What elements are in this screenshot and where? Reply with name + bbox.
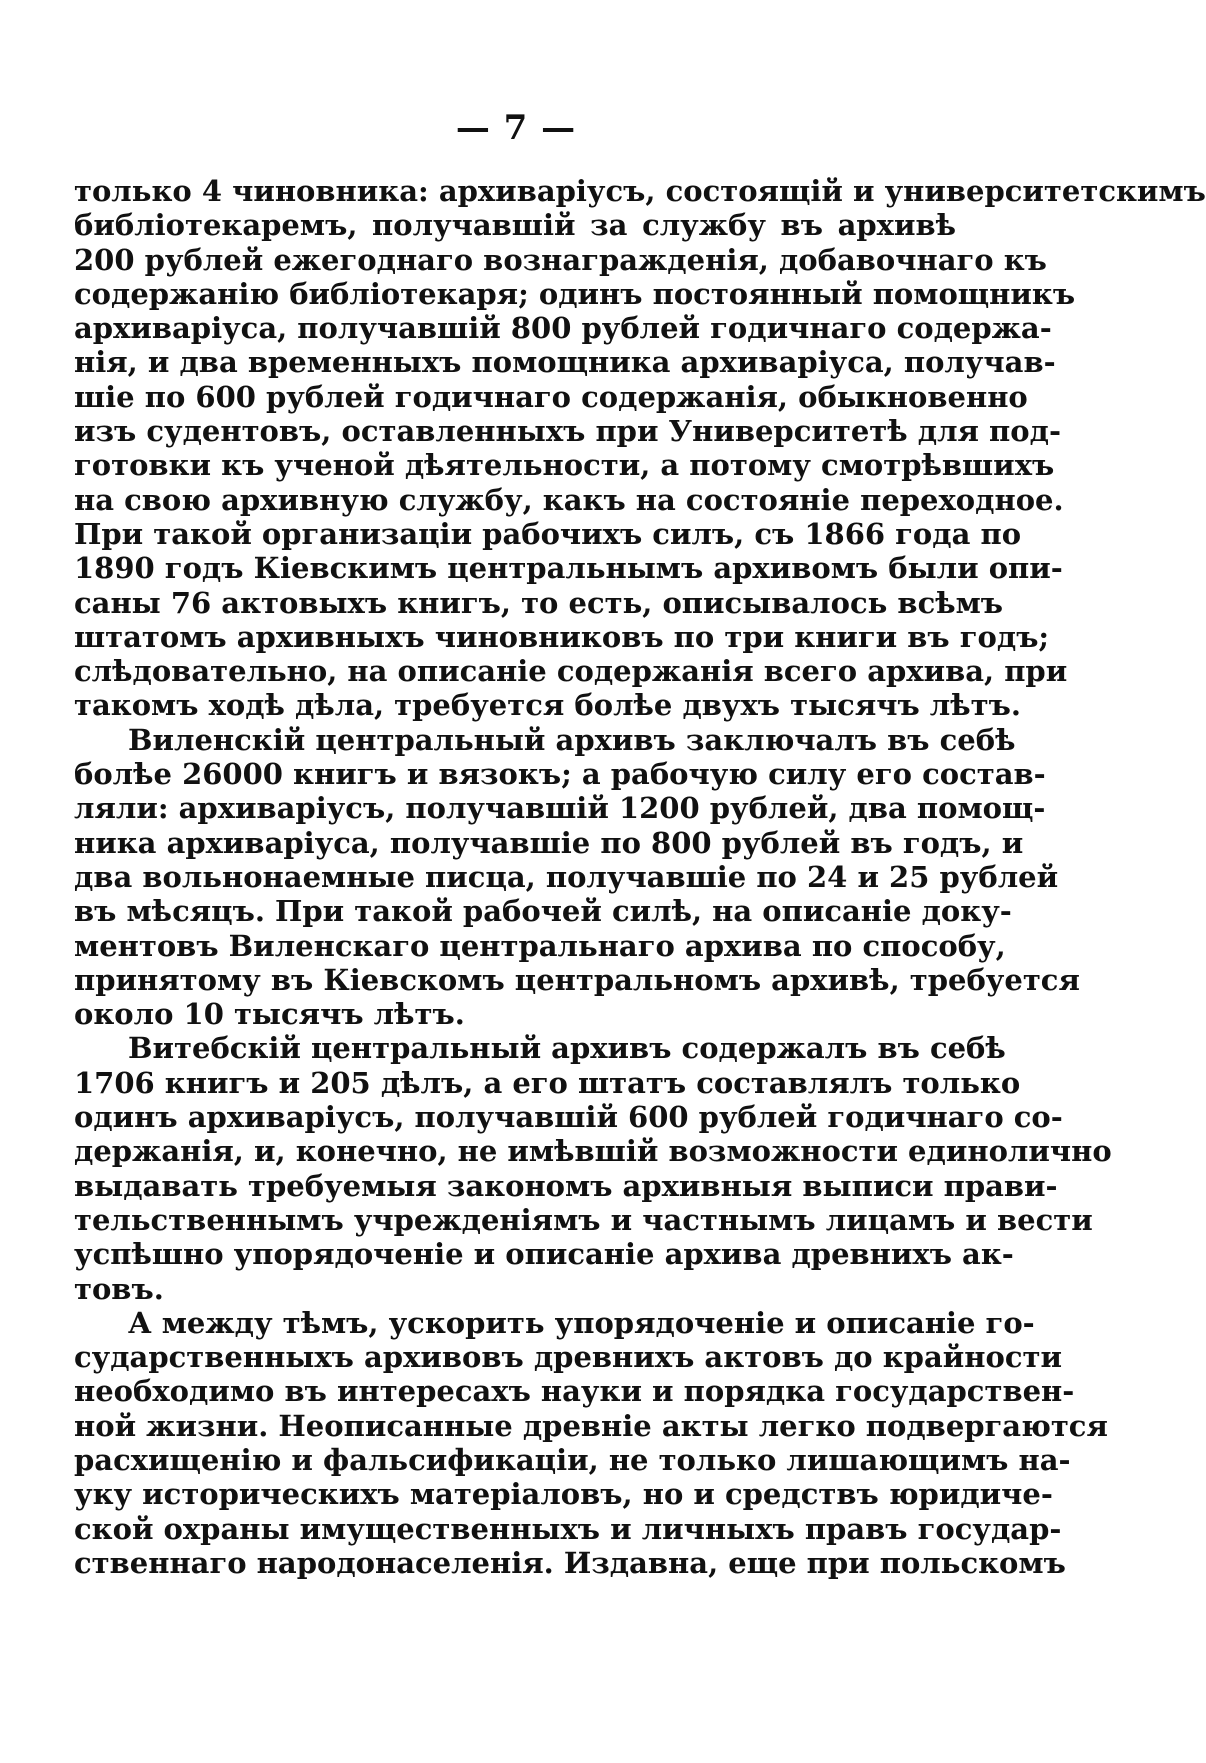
text-line: одинъ архиваріусъ, получавшій 600 рублей годичнаго со- xyxy=(74,1100,1063,1135)
text-line: 1706 книгъ и 205 дѣлъ, а его штатъ составлялъ только xyxy=(74,1065,1021,1100)
text-line: саны 76 актовыхъ книгъ, то есть, описывалось всѣмъ xyxy=(74,585,1004,620)
text-line: ственнаго народонаселенія. Издавна, еще при польскомъ xyxy=(74,1545,1066,1580)
text-line: выдавать требуемыя закономъ архивныя выписи прави- xyxy=(74,1168,1058,1203)
text-line: Виленскій центральный архивъ заключалъ въ себѣ xyxy=(128,722,1016,757)
text-line: на свою архивную службу, какъ на состояніе переходное. xyxy=(74,482,1064,517)
text-line: тельственнымъ учрежденіямъ и частнымъ лицамъ и вести xyxy=(74,1202,1093,1237)
text-line: успѣшно упорядоченіе и описаніе архива древнихъ ак- xyxy=(74,1237,1014,1272)
text-line: расхищенію и фальсификаціи, не только лишающимъ на- xyxy=(74,1442,1071,1477)
text-line: Витебскій центральный архивъ содержалъ въ себѣ xyxy=(128,1031,1006,1066)
text-line: необходимо въ интересахъ науки и порядка государствен- xyxy=(74,1374,1075,1409)
text-line: архиваріуса, получавшій 800 рублей годичнаго содержа- xyxy=(74,311,1052,346)
text-line: слѣдовательно, на описаніе содержанія всего архива, при xyxy=(74,654,1068,689)
text-line: принятому въ Кіевскомъ центральномъ архивѣ, требуется xyxy=(74,962,1080,997)
text-line: шіе по 600 рублей годичнаго содержанія, обыкновенно xyxy=(74,379,1028,414)
text-line: ментовъ Виленскаго центральнаго архива по способу, xyxy=(74,928,1006,963)
text-line: 200 рублей ежегоднаго вознагражденія, добавочнаго къ xyxy=(74,242,1047,277)
text-line: уку историческихъ матеріаловъ, но и средствъ юридиче- xyxy=(74,1477,1053,1512)
text-line: нія, и два временныхъ помощника архиваріуса, получав- xyxy=(74,345,1056,380)
text-line: только 4 чиновника: архиваріусъ, состоящій и университетскимъ xyxy=(74,174,1206,208)
page-number: — 7 — xyxy=(455,108,577,148)
text-line: такомъ ходѣ дѣла, требуется болѣе двухъ тысячъ лѣтъ. xyxy=(74,688,1021,723)
text-line: штатомъ архивныхъ чиновниковъ по три книги въ годъ; xyxy=(74,619,1050,654)
text-line: содержанію библіотекаря; одинъ постоянный помощникъ xyxy=(74,276,1076,311)
text-line: два вольнонаемные писца, получавшіе по 24 и 25 рублей xyxy=(74,859,1059,894)
text-line: готовки къ ученой дѣятельности, а потому смотрѣвшихъ xyxy=(74,448,1055,483)
text-line: около 10 тысячъ лѣтъ. xyxy=(74,997,465,1032)
text-line: А между тѣмъ, ускорить упорядоченіе и описаніе го- xyxy=(128,1305,1035,1340)
text-line: сударственныхъ архивовъ древнихъ актовъ до крайности xyxy=(74,1340,1062,1375)
text-line: изъ судентовъ, оставленныхъ при Университетѣ для под- xyxy=(74,414,1061,449)
text-line: ника архиваріуса, получавшіе по 800 рублей въ годъ, и xyxy=(74,825,1024,860)
text-line: болѣе 26000 книгъ и вязокъ; а рабочую силу его состав- xyxy=(74,757,1046,792)
text-line: 1890 годъ Кіевскимъ центральнымъ архивомъ были опи- xyxy=(74,551,1063,586)
body-text xyxy=(74,174,1206,1580)
text-line: ной жизни. Неописанные древніе акты легко подвергаются xyxy=(74,1408,1108,1443)
text-line: держанія, и, конечно, не имѣвшій возможности единолично xyxy=(74,1134,1112,1169)
text-line: ской охраны имущественныхъ и личныхъ правъ государ- xyxy=(74,1511,1062,1546)
text-line: въ мѣсяцъ. При такой рабочей силѣ, на описаніе доку- xyxy=(74,894,1012,929)
text-line: При такой организаціи рабочихъ силъ, съ 1866 года по xyxy=(74,516,1022,551)
text-line: товъ. xyxy=(74,1271,164,1306)
text-line: библіотекаремъ, получавшій за службу въ архивѣ xyxy=(74,208,956,243)
text-line: ляли: архиваріусъ, получавшій 1200 рублей, два помощ- xyxy=(74,791,1046,826)
